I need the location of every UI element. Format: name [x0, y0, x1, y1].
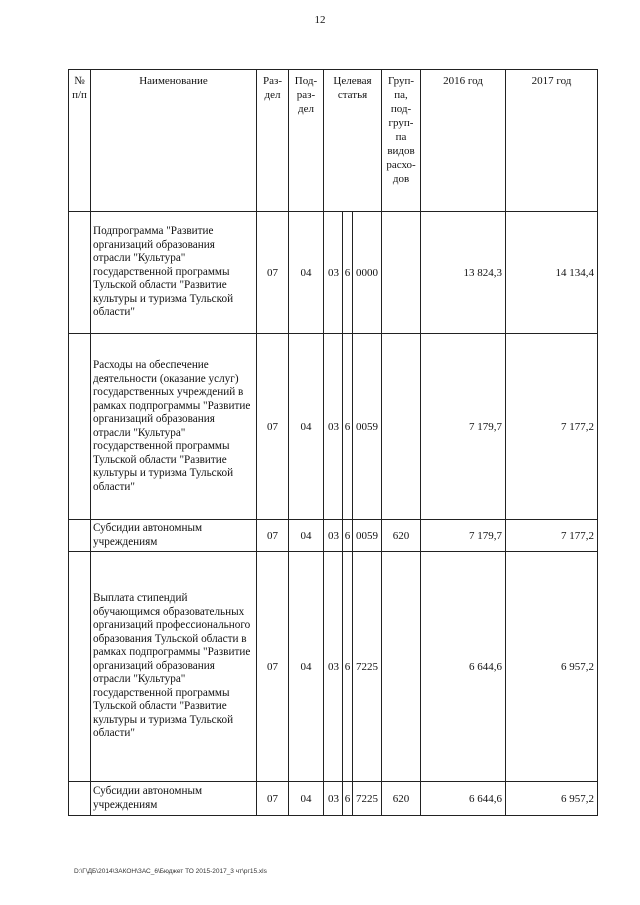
row-subsection: 04 [289, 334, 324, 520]
table-row [69, 552, 598, 782]
table-row [69, 520, 598, 552]
row-target-subprogram: 6 [343, 334, 353, 520]
row-2017: 6 957,2 [506, 552, 598, 782]
table-row [69, 212, 598, 334]
header-num: № п/п [69, 70, 91, 212]
row-name: Подпрограмма "Развитие организаций образования отрасли "Культура" государственной программы Тульской области "Развитие культуры и туризма Тульской области" [91, 212, 257, 334]
row-name: Субсидии автономным учреждениям [91, 782, 257, 816]
row-target-code: 0059 [353, 520, 382, 552]
row-target-program: 03 [324, 552, 343, 782]
row-target-subprogram: 6 [343, 212, 353, 334]
table-row [69, 782, 598, 816]
row-section: 07 [257, 520, 289, 552]
row-num [69, 552, 91, 782]
row-target-code: 7225 [353, 782, 382, 816]
row-target-program: 03 [324, 520, 343, 552]
row-2016: 6 644,6 [421, 552, 506, 782]
row-group [382, 334, 421, 520]
row-2017: 7 177,2 [506, 520, 598, 552]
footer-file-path: D:\Г\ДБ\2014\ЗАКОН\ЗАС_6\Бюджет ТО 2015-2017_3 чт\рг15.xls [74, 868, 267, 875]
row-group [382, 212, 421, 334]
budget-table [68, 69, 598, 816]
page-number: 12 [314, 14, 326, 26]
header-target: Целевая статья [324, 70, 382, 212]
row-2017: 14 134,4 [506, 212, 598, 334]
row-subsection: 04 [289, 520, 324, 552]
row-group: 620 [382, 520, 421, 552]
row-subsection: 04 [289, 212, 324, 334]
row-subsection: 04 [289, 782, 324, 816]
row-2016: 6 644,6 [421, 782, 506, 816]
row-num [69, 334, 91, 520]
row-target-code: 7225 [353, 552, 382, 782]
row-2017: 7 177,2 [506, 334, 598, 520]
row-2016: 7 179,7 [421, 334, 506, 520]
header-subsection: Под- раз- дел [289, 70, 324, 212]
row-section: 07 [257, 552, 289, 782]
row-section: 07 [257, 334, 289, 520]
row-target-code: 0059 [353, 334, 382, 520]
row-group: 620 [382, 782, 421, 816]
table-row [69, 334, 598, 520]
header-section: Раз- дел [257, 70, 289, 212]
row-subsection: 04 [289, 552, 324, 782]
row-name: Расходы на обеспечение деятельности (оказание услуг) государственных учреждений в рамках подпрограммы "Развитие организаций образования отрасли "Культура" государственной программы Тульской области "Развитие культуры и туризма Тульской области" [91, 334, 257, 520]
header-row [69, 70, 598, 212]
row-target-program: 03 [324, 212, 343, 334]
row-name: Выплата стипендий обучающимся образовательных организаций профессионального образования Тульской области в рамках подпрограммы "Развитие организаций образования отрасли "Культура" государственной программы Тульской области "Развитие культуры и туризма Тульской области" [91, 552, 257, 782]
row-2016: 7 179,7 [421, 520, 506, 552]
row-2017: 6 957,2 [506, 782, 598, 816]
header-name: Наименование [91, 70, 257, 212]
row-target-program: 03 [324, 334, 343, 520]
row-target-subprogram: 6 [343, 782, 353, 816]
row-section: 07 [257, 782, 289, 816]
row-2016: 13 824,3 [421, 212, 506, 334]
row-num [69, 782, 91, 816]
row-target-code: 0000 [353, 212, 382, 334]
row-target-subprogram: 6 [343, 552, 353, 782]
row-name: Субсидии автономным учреждениям [91, 520, 257, 552]
row-group [382, 552, 421, 782]
row-section: 07 [257, 212, 289, 334]
row-num [69, 520, 91, 552]
header-2016: 2016 год [421, 70, 506, 212]
row-target-subprogram: 6 [343, 520, 353, 552]
header-2017: 2017 год [506, 70, 598, 212]
row-num [69, 212, 91, 334]
row-target-program: 03 [324, 782, 343, 816]
header-group: Груп- па, под- груп- па видов расхо- дов [382, 70, 421, 212]
